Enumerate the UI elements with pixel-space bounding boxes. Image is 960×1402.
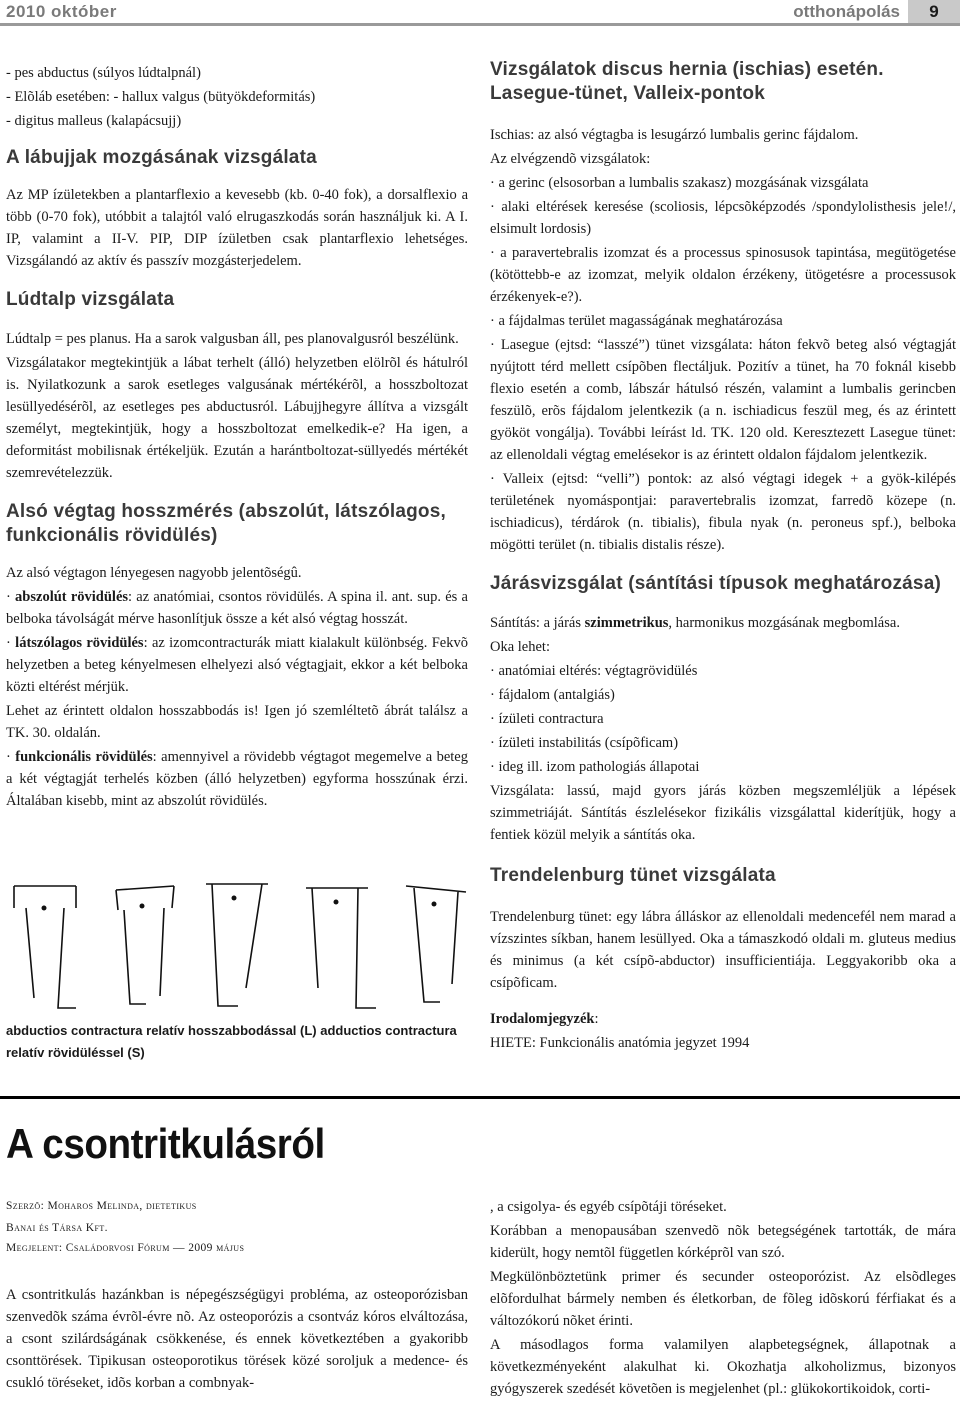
paragraph-length-3: · látszólagos rövidülés: az izomcontracturák miatt kialakult különbség. Fekvõ helyzetben a beteg kényelmesen elhelyezi alsó végtagjait, ekkor a két belboka közti eltérést mérjük. — [6, 635, 468, 695]
article-paragraph: Megkülönböztetünk primer és secunder osteoporózist. Az elsõdleges elõfordulhat bármely nemben és életkorban, de fõleg idõskorú férfiakat és a változókorú nõket érinti. — [490, 1269, 956, 1329]
article-divider — [0, 1096, 960, 1099]
intro-line: - pes abductus (súlyos lúdtalpnál) — [6, 65, 201, 81]
article-right-column — [490, 1196, 956, 1402]
disc-line: · a gerinc (elsosorban a lumbalis szakasz) mozgásának vizsgálata — [490, 175, 869, 191]
gait-list-item: · fájdalom (antalgiás) — [490, 687, 615, 703]
hip-joint-dot — [334, 900, 339, 905]
paragraph-flatfoot-2: Vizsgálatakor megtekintjük a lábat terhelt (álló) helyzetben elölrõl és hátulról is. Nyilatkozunk a sarok esetleges valgusának mértékérõl, a hosszboltozat lesüllyedésérõl, az esetleges pes abductusról. Lábujjhegyre állítva a vizsgált személyt, megtekintjük, hogy a hosszboltozat emelkedik-e? Ha igen, a deformitást mobilisnak értékeljük. Ezután a harántboltozat-süllyedés mértékét szemrevételezzük. — [6, 355, 468, 481]
article-publication: Megjelent: Családorvosi Fórum — 2009 május — [6, 1242, 245, 1254]
paragraph-length-5: · funkcionális rövidülés: amennyivel a rövidebb végtagot megemelve a beteg a két végtagját terhelés közben (álló helyzetben) egyforma hosszúnak érzi. Általában kisebb, mint az abszolút rövidülés. — [6, 749, 468, 809]
disc-line: · a fájdalmas terület magasságának meghatározása — [490, 313, 783, 329]
page-number: 9 — [908, 0, 960, 24]
heading-leg-length: Alsó végtag hosszmérés (abszolút, látszólagos, funkcionális rövidülés) — [6, 501, 446, 546]
page-header — [0, 0, 960, 24]
references-label-line — [490, 1008, 956, 1030]
pelvis-diagram-4 — [306, 888, 376, 1008]
paragraph-toes: Az MP ízületekben a plantarflexio a kevesebb (kb. 0-40 fok), a dorsalflexio a több (0-70 fok), utóbbit a talajtól való elrugaszkodás során használjuk ki. A I. IP, valamint a II-V. PIP, DIP ízületben csak plantarflexio lehetséges. Vizsgálandó az aktív és passzív mozgásterjedelem. — [6, 187, 468, 269]
disc-line: · Valleix (ejtsd: “velli”) pontok: az alsó végtagi idegek + a gyök-kilépés területének nyomáspontjai: paravertebralis izomzat, farredõ közepe (n. ischiadicus), térdárok (n. tibialis), fibula nyak (n. peroneus spf.), belboka mögötti terület (n. tibialis distalis része). — [490, 471, 956, 553]
heading-toes: A lábujjak mozgásának vizsgálata — [6, 147, 317, 168]
disc-line: · alaki eltérések keresése (scoliosis, lépcsõképzodés /spondylolisthesis jele!/, elsimult lordosis) — [490, 199, 956, 237]
gait-paragraph: Vizsgálata: lassú, majd gyors járás közben megszemléljük a lépések szimmetriáját. Sántítás észlelésekor fizikális vizsgálattal kiderítjük, hogy a fentiek közül melyik a sántítás oka. — [490, 783, 956, 843]
gait-list-item: · anatómiai eltérés: végtagrövidülés — [490, 663, 698, 679]
article-title: A csontritkulásról — [6, 1120, 325, 1167]
article-left-column — [6, 1284, 468, 1396]
hip-joint-dot — [140, 904, 145, 909]
section-name: otthonápolás — [793, 2, 900, 21]
gait-list-item: Oka lehet: — [490, 639, 550, 655]
article-author: Szerzõ: Moharos Melinda, dietetikus — [6, 1200, 197, 1212]
pelvis-diagram-2 — [116, 886, 174, 1004]
intro-line: - Elõláb esetében: - hallux valgus (bütyökdeformitás) — [6, 89, 316, 105]
reference-item: HIETE: Funkcionális anatómia jegyzet 1994 — [490, 1035, 750, 1051]
figure-caption: abductios contractura relatív hosszabbodással (L) adductios contractura relatív rövidüléssel (S) — [6, 1023, 457, 1060]
article-paragraph: A másodlagos forma valamilyen alapbetegségnek, állapotnak a következményeként alakulhat ki. Okozhatja alkoholizmus, bizonyos gyógyszerek szedését követõen is megjelenhet (pl.: glükokortikoidok, corti- — [490, 1337, 956, 1397]
paragraph-flatfoot-1: Lúdtalp = pes planus. Ha a sarok valgusban áll, pes planovalgusról beszélünk. — [6, 331, 459, 347]
text-absolute: : az anatómiai, csontos rövidülés. A spina il. ant. sup. és a belboka távolságát mérve hasonlítjuk össze a két alsó végtag hosszát. — [6, 589, 468, 627]
article-paragraph: Korábban a menopausában szenvedõ nõk betegségének tartották, de mára kiderült, hogy nemtõl független kórképrõl van szó. — [490, 1223, 956, 1261]
references-colon: : — [594, 1011, 599, 1027]
intro-line: - digitus malleus (kalapácsujj) — [6, 113, 182, 129]
paragraph-length-1: Az alsó végtagon lényegesen nagyobb jelentõségû. — [6, 565, 302, 581]
paragraph-length-4: Lehet az érintett oldalon hosszabbodás is! Igen jó szemléltetõ ábrát találsz a TK. 30. oldalán. — [6, 703, 468, 741]
term-symmetric: szimmetrikus — [584, 615, 669, 631]
article-paragraph: A csontritkulás hazánkban is népegészségügyi probléma, az osteoporózisban szenvedõk száma évrõl-évre nõ. Az osteoporózis a csontváz kóros elváltozása, a csont szilárdságának csökkenése, és ennek következtében a gyakoribb csonttörések. Tipikusan osteoporotikus törések közé soroljuk a medence- és csukló töréseket, idõs korban a combnyak- — [6, 1287, 468, 1391]
pelvis-diagram-1 — [14, 886, 76, 1008]
text-functional: : amennyivel a rövidebb végtagot megemelve a beteg a két végtagját terhelés közben (álló helyzetben) egyforma hosszúnak érzi. Általában kisebb, mint az abszolút rövidülés. — [6, 749, 468, 809]
hip-joint-dot — [432, 902, 437, 907]
issue-date: 2010 október — [6, 2, 117, 21]
gait-intro — [490, 612, 956, 634]
term-absolute: abszolút rövidülés — [15, 589, 129, 605]
references-label: Irodalomjegyzék — [490, 1011, 595, 1027]
gait-list-item: · ízületi contractura — [490, 711, 604, 727]
article-paragraph: , a csigolya- és egyéb csípõtáji töréseket. — [490, 1199, 727, 1215]
gait-list-item: · ideg ill. izom pathologiás állapotai — [490, 759, 700, 775]
article-org: Banai és Társa Kft. — [6, 1222, 108, 1234]
paragraph-length-2: · abszolút rövidülés: az anatómiai, csontos rövidülés. A spina il. ant. sup. és a belboka távolságát mérve hasonlítjuk össze a két alsó végtag hosszát. — [6, 589, 468, 627]
leg-contracture-figure — [6, 878, 476, 1016]
term-functional: funkcionális rövidülés — [15, 749, 153, 765]
header-rule — [0, 23, 960, 26]
text-apparent: : az izomcontracturák miatt kialakult különbség. Fekvõ helyzetben a beteg kényelmesen elhelyezi alsó végtagjait, ekkor a két belboka közti eltérést mérjük. — [6, 635, 468, 695]
disc-line: Ischias: az alsó végtagba is lesugárzó lumbalis gerinc fájdalom. — [490, 127, 859, 143]
heading-disc-hernia: Vizsgálatok discus hernia (ischias) esetén. Lasegue-tünet, Valleix-pontok — [490, 59, 884, 104]
disc-line: · a paravertebralis izomzat és a processus spinosusok tapintása, megütögetése (kötöttebb-e az izomzat, melyik oldalon érzékeny, ütögetésre a processusok érzékenyek-e?). — [490, 245, 956, 305]
trendelenburg-paragraph: Trendelenburg tünet: egy lábra álláskor az ellenoldali medencefél nem marad a vízszintes síkban, hanem lesüllyed. Oka a támaszkodó oldali m. gluteus medius és minimus (a két csípõ-abductor) insufficientiája. Leggyakoribb oka a csípõficam. — [490, 909, 956, 991]
disc-line: · Lasegue (ejtsd: “lasszé”) tünet vizsgálata: háton fekvõ beteg alsó végtagját nyújtott térd mellett csípõben flectáljuk. Pozitív a tünet, ha 70 foknál kisebb flexio esetén a comb, lábszár hátulsó részén, valamint a lumbalis gerincben feszülõ, erõs fájdalom jelentkezik (a n. ischiadicus feszül meg, és az érintett gyököt vongálja). További leírást ld. TK. 120 old. Keresztezett Lasegue tünet: az ellenoldali végtag emelésekor is az érintett oldalon fájdalom jelentkezik. — [490, 337, 956, 463]
heading-trendelenburg: Trendelenburg tünet vizsgálata — [490, 865, 776, 886]
hip-joint-dot — [232, 896, 237, 901]
disc-line: Az elvégzendõ vizsgálatok: — [490, 151, 651, 167]
gait-text-end: , harmonikus mozgásának megbomlása. — [668, 615, 900, 631]
gait-text: Sántítás: a járás — [490, 615, 585, 631]
heading-gait: Járásvizsgálat (sántítási típusok meghatározása) — [490, 573, 941, 594]
term-apparent: látszólagos rövidülés — [15, 635, 144, 651]
hip-joint-dot — [42, 906, 47, 911]
pelvis-diagram-3 — [206, 884, 268, 1006]
gait-list-item: · ízületi instabilitás (csípõficam) — [490, 735, 679, 751]
right-column — [490, 58, 956, 1056]
heading-flatfoot: Lúdtalp vizsgálata — [6, 289, 175, 310]
left-column — [6, 62, 468, 814]
